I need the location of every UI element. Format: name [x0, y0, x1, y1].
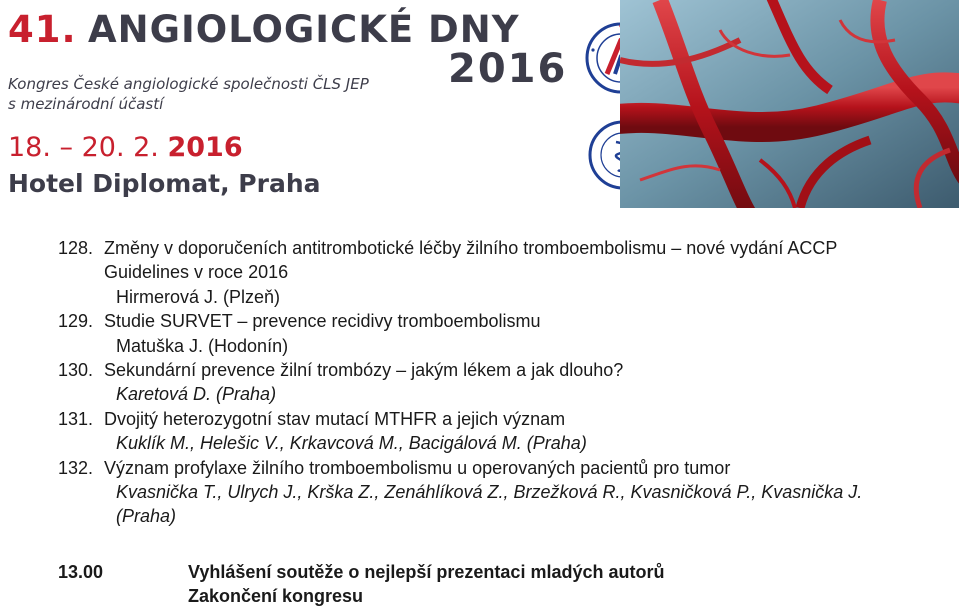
- item-title: Dvojitý heterozygotní stav mutací MTHFR a jejich význam: [104, 408, 566, 429]
- session-time: 13.00: [58, 562, 104, 582]
- conference-venue: Hotel Diplomat, Praha: [8, 169, 321, 198]
- conference-header: [0, 0, 959, 212]
- program-item: [0, 407, 959, 431]
- item-authors: Kvasnička T., Ulrych J., Krška Z., Zenáhlíková Z., Brzežková R., Kvasničková P., Kvasnička J.: [116, 482, 863, 503]
- item-number: 132.: [58, 457, 94, 478]
- subtitle-line-2: s mezinárodní účastí: [8, 95, 164, 113]
- program-item: [0, 456, 959, 480]
- item-title: Studie SURVET – prevence recidivy tromboembolismu: [104, 311, 541, 332]
- item-authors-continued: (Praha): [116, 506, 177, 527]
- item-number: 130.: [58, 360, 94, 381]
- date-year: 2016: [167, 132, 243, 163]
- awards-announcement: Vyhlášení soutěže o nejlepší prezentaci mladých autorů: [188, 562, 665, 582]
- subtitle-line-1: Kongres České angiologické společnosti ČLS JEP: [8, 75, 369, 93]
- item-number: 128.: [58, 238, 94, 258]
- blood-vessels-image: [620, 0, 959, 208]
- item-title-continued: Guidelines v roce 2016: [104, 262, 289, 283]
- conference-number: 41.: [8, 8, 77, 51]
- program-item: [0, 236, 959, 260]
- conference-year: 2016: [448, 46, 568, 92]
- item-number: 131.: [58, 408, 94, 429]
- program-item: [0, 309, 959, 333]
- item-title: Sekundární prevence žilní trombózy – jakým lékem a jak dlouho?: [104, 360, 624, 381]
- item-title: Význam profylaxe žilního tromboembolismu u operovaných pacientů pro tumor: [104, 457, 731, 478]
- item-title: Změny v doporučeních antitrombotické léčby žilního tromboembolismu – nové vydání ACCP: [104, 238, 838, 258]
- item-authors: Kuklík M., Helešic V., Krkavcová M., Bacigálová M. (Praha): [116, 433, 587, 454]
- program-list: [0, 236, 959, 529]
- item-authors: Matuška J. (Hodonín): [116, 335, 289, 356]
- item-authors: Karetová D. (Praha): [116, 384, 277, 405]
- item-authors: Hirmerová J. (Plzeň): [116, 286, 281, 307]
- closing-session: [0, 560, 959, 608]
- congress-closing: Zakončení kongresu: [188, 586, 364, 606]
- program-item: [0, 358, 959, 382]
- item-number: 129.: [58, 311, 94, 332]
- conference-subtitle: [8, 74, 369, 114]
- conference-date: [8, 132, 243, 164]
- conference-name: ANGIOLOGICKÉ DNY: [88, 8, 520, 51]
- date-range: 18. – 20. 2.: [8, 132, 159, 163]
